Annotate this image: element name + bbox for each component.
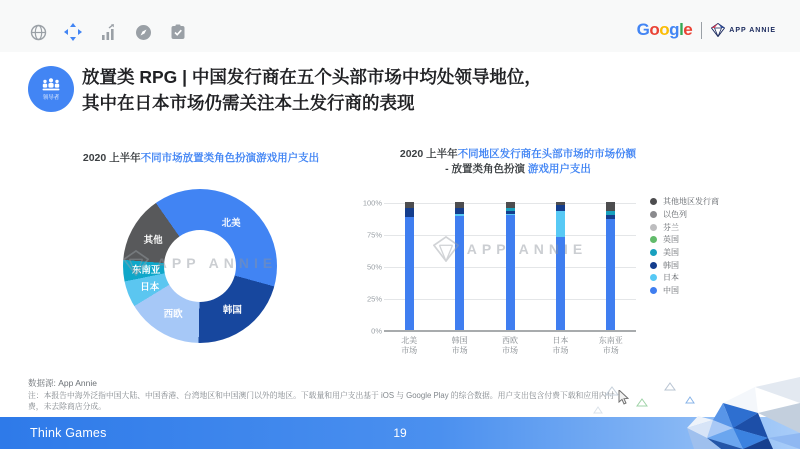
move-icon[interactable] [63, 22, 83, 42]
bar-segment [506, 214, 515, 215]
pie-segment-label: 东南亚 [131, 265, 161, 277]
toolbar-icon-group [28, 22, 188, 42]
bar-title-line2-highlight: 游戏用户支出 [527, 163, 591, 175]
legend-label: 芬兰 [663, 222, 679, 232]
legend-color-dot [650, 274, 657, 281]
legend-color-dot [650, 224, 657, 231]
bar-segment [405, 202, 414, 208]
google-logo [637, 20, 693, 40]
donut-hole [164, 230, 236, 302]
legend-label: 日本 [663, 273, 679, 283]
watermark-text: APP ANNIE [156, 255, 278, 271]
legend-color-dot [650, 262, 657, 269]
pie-segment-label: 西欧 [163, 308, 183, 320]
donut-chart-title [40, 151, 362, 166]
legend-label: 韩国 [663, 260, 679, 270]
leader-people-icon [40, 78, 62, 91]
legend-label: 美国 [663, 248, 679, 257]
bar-segment [606, 219, 615, 330]
brand-logos [637, 20, 776, 40]
bar-segment [506, 211, 515, 214]
page-title-line1: 放置类 RPG | 中国发行商在五个头部市场中均处领导地位， [82, 67, 542, 87]
x-axis-category-label: 日本 市场 [552, 336, 569, 355]
bar-segment [506, 215, 515, 330]
legend-color-dot [650, 198, 657, 205]
app-annie-diamond-icon [711, 23, 725, 37]
bar-segment [556, 202, 565, 205]
google-logo-letter: o [649, 20, 660, 39]
legend-label: 其他地区发行商 [663, 197, 719, 207]
stacked-bar [556, 202, 565, 330]
bar-title-line1 [368, 147, 668, 162]
google-logo-letter: G [636, 20, 650, 39]
legend-label: 以色列 [663, 209, 687, 219]
footnote-text: 注：本报告中海外泛指中国大陆、中国香港、台湾地区和中国澳门以外的地区。下载量和用户支出基于 iOS 与 Google Play 的综合数据。用户支出包含付费下载和应用内付费，未去除商店分成。 [28, 391, 615, 411]
legend-color-dot [650, 236, 657, 243]
page-title-line2: 其中在日本市场仍需关注本土发行商的表现 [82, 93, 415, 113]
leader-badge-label: 领导者 [42, 94, 60, 101]
bar-segment [455, 214, 464, 217]
bar-segment [405, 217, 414, 330]
globe-icon[interactable] [28, 22, 48, 42]
donut-title-prefix: 2020 上半年 [82, 152, 141, 164]
google-logo-letter: e [683, 20, 693, 39]
legend-item [650, 198, 719, 206]
bar-chart-legend [650, 198, 719, 294]
bar-segment [556, 211, 565, 237]
bar-segment [506, 202, 515, 208]
bar-segment [455, 202, 464, 208]
pie-segment-label: 北美 [221, 217, 241, 229]
bar-segment [455, 208, 464, 213]
stacked-bar [455, 202, 464, 330]
legend-item [650, 223, 719, 231]
pie-segment-label: 日本 [140, 281, 160, 293]
legend-color-dot [650, 287, 657, 294]
google-logo-letter: o [659, 20, 670, 39]
bar-chart-title [368, 147, 668, 177]
google-logo-letter: l [679, 20, 684, 39]
stacked-bar-chart [384, 203, 636, 331]
x-axis-category-label: 东南亚 市场 [598, 336, 623, 355]
bar-segment [455, 216, 464, 330]
bar-title-line2-prefix: - 放置类角色扮演 [445, 163, 525, 175]
legend-item [650, 249, 719, 257]
page-number: 19 [393, 426, 407, 440]
google-logo-letter: g [669, 20, 680, 39]
legend-item [650, 211, 719, 219]
bar-segment [606, 215, 615, 219]
y-axis-tick-label: 75% [366, 230, 382, 240]
app-annie-logo [711, 23, 776, 37]
bar-title-line1-highlight: 不同地区发行商在头部市场的市场份额 [457, 148, 637, 160]
brand-divider [701, 22, 702, 39]
leader-badge [28, 66, 74, 112]
bar-segment [405, 208, 414, 217]
bar-segment [506, 208, 515, 211]
data-source-note: 数据源: App Annie [28, 378, 97, 388]
y-axis-tick-label: 25% [366, 294, 382, 304]
y-axis-tick-label: 100% [362, 198, 382, 208]
page-title [82, 64, 702, 116]
watermark-text: APP ANNIE [466, 241, 588, 257]
bar-segment [556, 237, 565, 330]
legend-label: 英国 [663, 235, 679, 245]
bar-segment [606, 202, 615, 211]
clipboard-check-icon[interactable] [168, 22, 188, 42]
x-axis-category-label: 韩国 市场 [451, 336, 468, 355]
bar-segment [556, 205, 565, 211]
legend-item [650, 236, 719, 244]
bar-chart-icon[interactable] [98, 22, 118, 42]
pie-segment-label: 其他 [143, 235, 163, 247]
top-toolbar [0, 0, 800, 52]
stacked-bar [506, 202, 515, 330]
bar-title-line2 [368, 162, 668, 177]
legend-item [650, 274, 719, 282]
stacked-bar [606, 202, 615, 330]
x-axis-category-label: 北美 市场 [401, 336, 418, 355]
y-axis-tick-label: 50% [366, 262, 382, 272]
bar-title-line1-prefix: 2020 上半年 [399, 148, 458, 160]
legend-label: 中国 [663, 286, 679, 296]
legend-color-dot [650, 211, 657, 218]
polygon-art [590, 377, 800, 449]
legend-item [650, 287, 719, 295]
donut-chart [123, 189, 277, 343]
pie-segment-label: 韩国 [222, 305, 242, 317]
legend-item [650, 261, 719, 269]
donut-title-highlight: 不同市场放置类角色扮演游戏用户支出 [140, 152, 320, 164]
stacked-bar [405, 202, 414, 330]
app-annie-label: APP ANNIE [729, 26, 776, 34]
compass-icon[interactable] [133, 22, 153, 42]
think-games-label: Think Games [30, 426, 107, 440]
x-axis-category-label: 西欧 市场 [502, 336, 518, 355]
legend-color-dot [650, 249, 657, 256]
bar-segment [606, 211, 615, 215]
y-axis-tick-label: 0% [371, 326, 382, 336]
x-axis-line [384, 330, 636, 332]
